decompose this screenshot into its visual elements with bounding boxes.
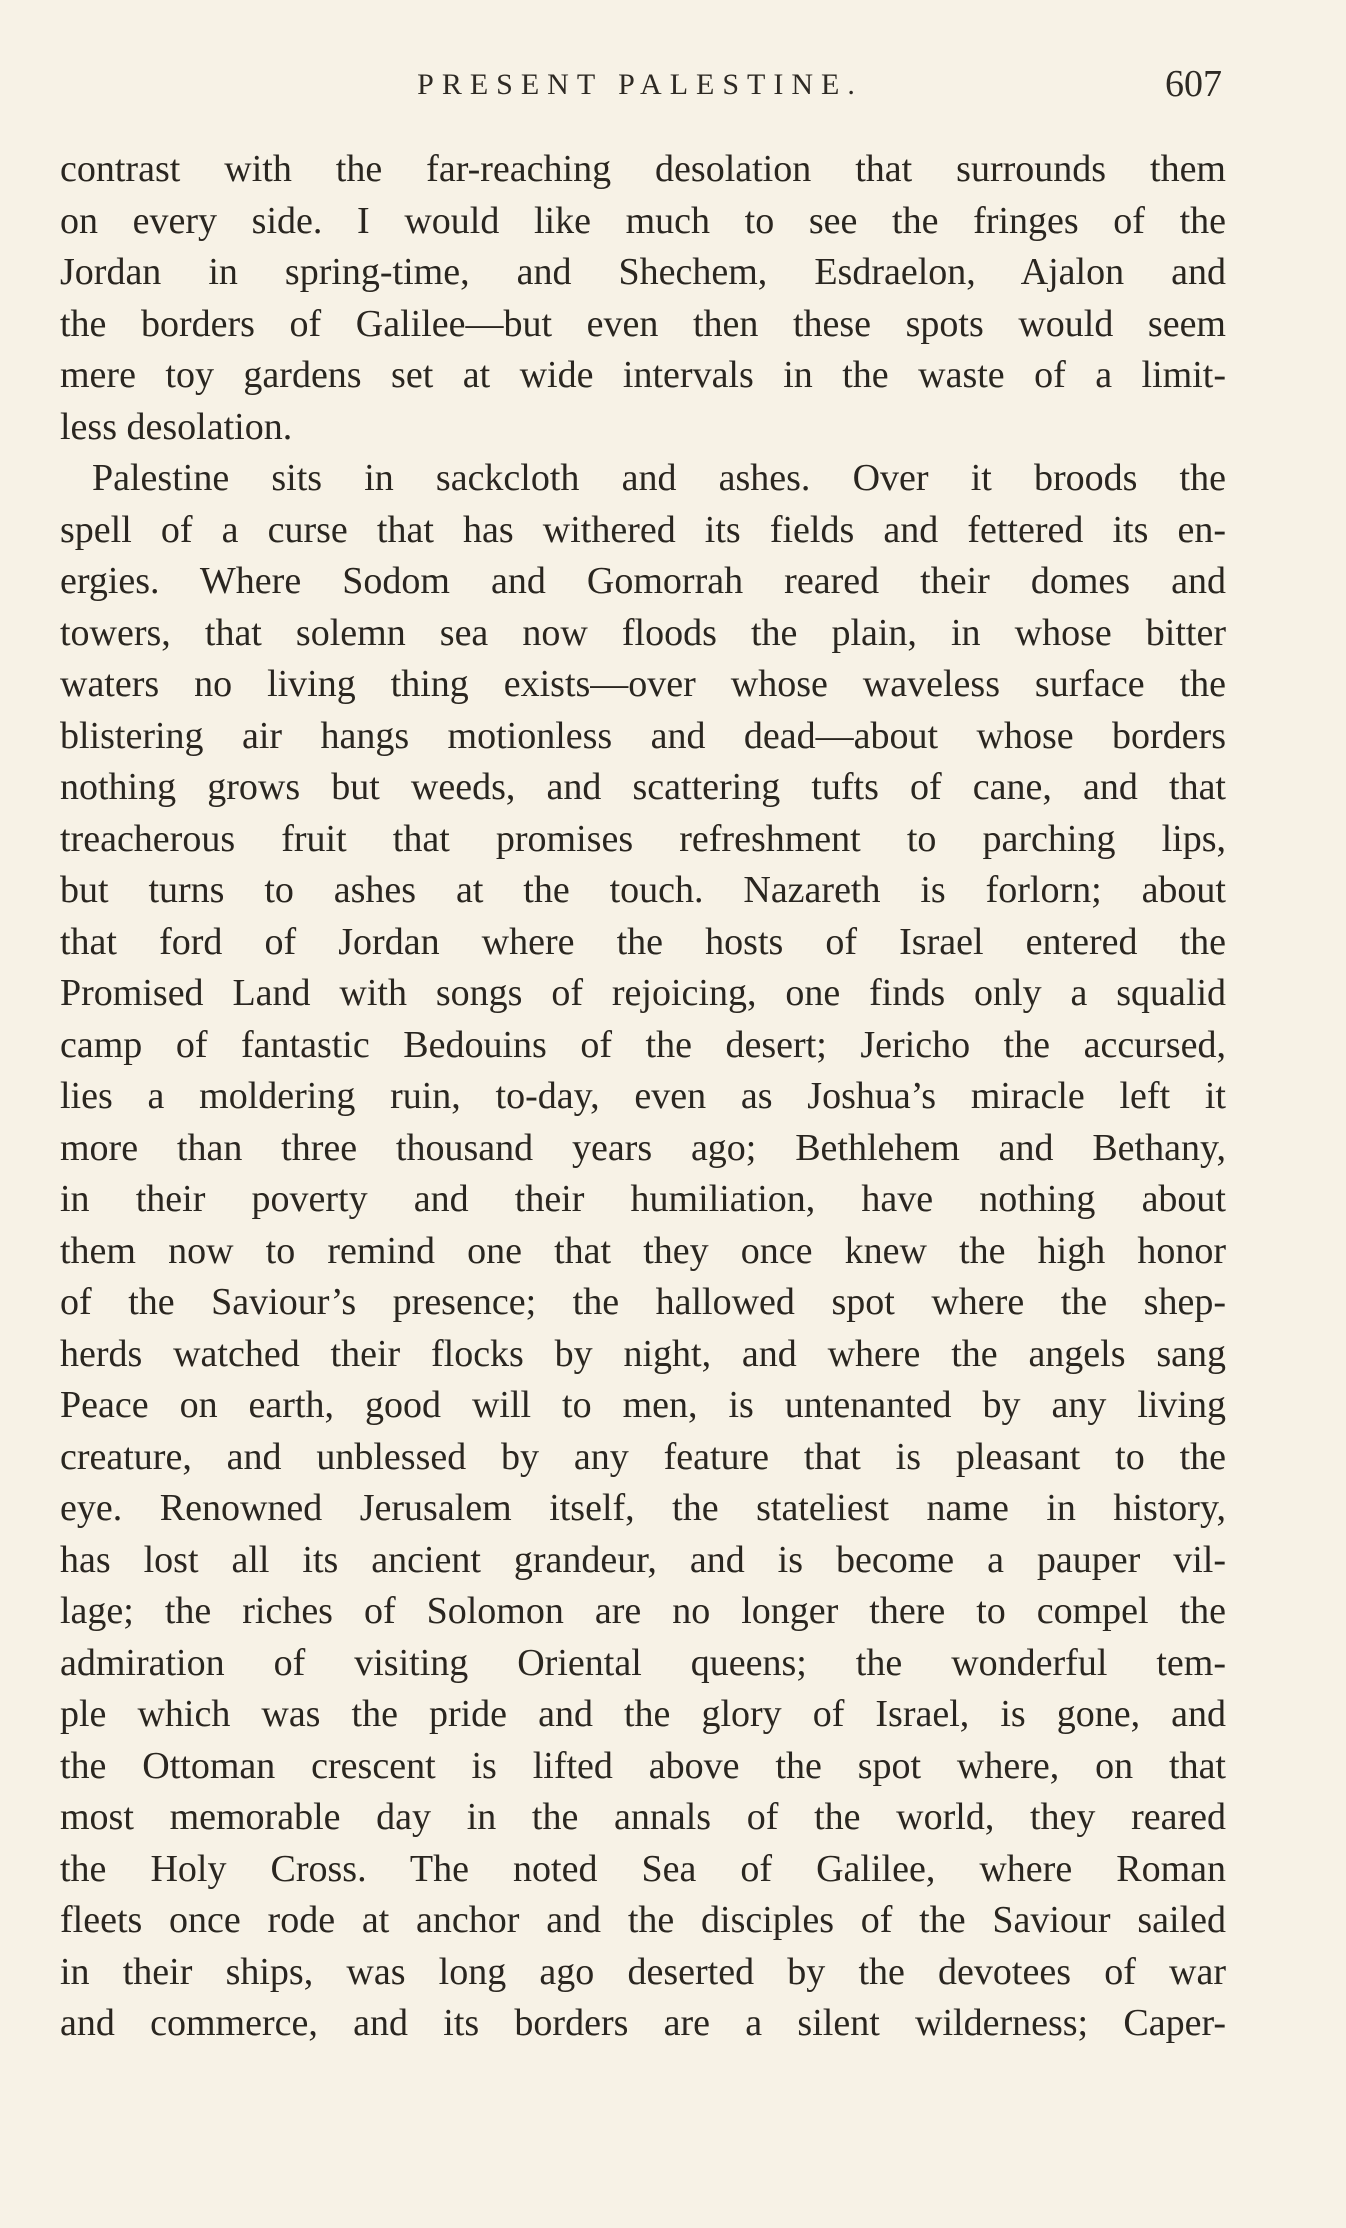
text-line: most memorable day in the annals of the world, they reared bbox=[60, 1796, 1226, 1838]
text-line: treacherous fruit that promises refreshment to parching lips, bbox=[60, 817, 1226, 860]
text-line: the borders of Galilee—but even then these spots would seem bbox=[60, 302, 1226, 345]
text-line: contrast with the far-reaching desolation that surrounds them bbox=[60, 148, 1226, 190]
page-number: 607 bbox=[1165, 63, 1222, 105]
paragraph-2 bbox=[60, 453, 1226, 2050]
text-line: that ford of Jordan where the hosts of Israel entered the bbox=[60, 920, 1226, 963]
text-line: fleets once rode at anchor and the disciples of the Saviour sailed bbox=[60, 1899, 1226, 1941]
body-text bbox=[60, 144, 1226, 2050]
text-line: the Ottoman crescent is lifted above the spot where, on that bbox=[60, 1744, 1226, 1787]
text-line: nothing grows but weeds, and scattering tufts of cane, and that bbox=[60, 766, 1226, 808]
text-line: towers, that solemn sea now floods the plain, in whose bitter bbox=[60, 611, 1226, 654]
running-title: PRESENT PALESTINE. bbox=[417, 68, 863, 101]
paragraph-1 bbox=[60, 144, 1226, 453]
text-line: herds watched their flocks by night, and where the angels sang bbox=[60, 1332, 1226, 1375]
text-line: but turns to ashes at the touch. Nazareth is forlorn; about bbox=[60, 869, 1226, 911]
text-line: Palestine sits in sackcloth and ashes. Over it broods the bbox=[92, 457, 1226, 499]
text-line: of the Saviour’s presence; the hallowed spot where the shep- bbox=[60, 1281, 1226, 1323]
text-line: Jordan in spring-time, and Shechem, Esdraelon, Ajalon and bbox=[60, 251, 1226, 293]
text-line: eye. Renowned Jerusalem itself, the stateliest name in history, bbox=[60, 1487, 1226, 1529]
text-line: mere toy gardens set at wide intervals in the waste of a limit- bbox=[60, 354, 1226, 396]
text-line: ple which was the pride and the glory of Israel, is gone, and bbox=[60, 1693, 1226, 1735]
text-line: them now to remind one that they once knew the high honor bbox=[60, 1229, 1226, 1272]
text-line: in their poverty and their humiliation, have nothing about bbox=[60, 1178, 1226, 1220]
text-line: admiration of visiting Oriental queens; the wonderful tem- bbox=[60, 1641, 1226, 1684]
text-line: ergies. Where Sodom and Gomorrah reared their domes and bbox=[60, 560, 1226, 602]
text-line: lies a moldering ruin, to-day, even as Joshua’s miracle left it bbox=[60, 1075, 1226, 1117]
text-line: the Holy Cross. The noted Sea of Galilee, where Roman bbox=[60, 1847, 1226, 1890]
text-line: creature, and unblessed by any feature that is pleasant to the bbox=[60, 1435, 1226, 1478]
text-line: lage; the riches of Solomon are no longer there to compel the bbox=[60, 1590, 1226, 1632]
text-line: waters no living thing exists—over whose waveless surface the bbox=[60, 663, 1226, 705]
text-line: on every side. I would like much to see the fringes of the bbox=[60, 199, 1226, 242]
text-line: blistering air hangs motionless and dead—about whose borders bbox=[60, 714, 1226, 757]
running-header bbox=[60, 62, 1220, 112]
text-line: Promised Land with songs of rejoicing, one finds only a squalid bbox=[60, 972, 1226, 1014]
text-line: in their ships, was long ago deserted by the devotees of war bbox=[60, 1950, 1226, 1993]
text-line: and commerce, and its borders are a silent wilderness; Caper- bbox=[60, 2002, 1226, 2044]
text-line: Peace on earth, good will to men, is untenanted by any living bbox=[60, 1384, 1226, 1426]
text-line: has lost all its ancient grandeur, and is become a pauper vil- bbox=[60, 1538, 1226, 1581]
text-line: less desolation. bbox=[60, 405, 293, 448]
text-line: spell of a curse that has withered its fields and fettered its en- bbox=[60, 508, 1226, 551]
text-line: more than three thousand years ago; Bethlehem and Bethany, bbox=[60, 1126, 1226, 1169]
text-line: camp of fantastic Bedouins of the desert; Jericho the accursed, bbox=[60, 1023, 1226, 1066]
